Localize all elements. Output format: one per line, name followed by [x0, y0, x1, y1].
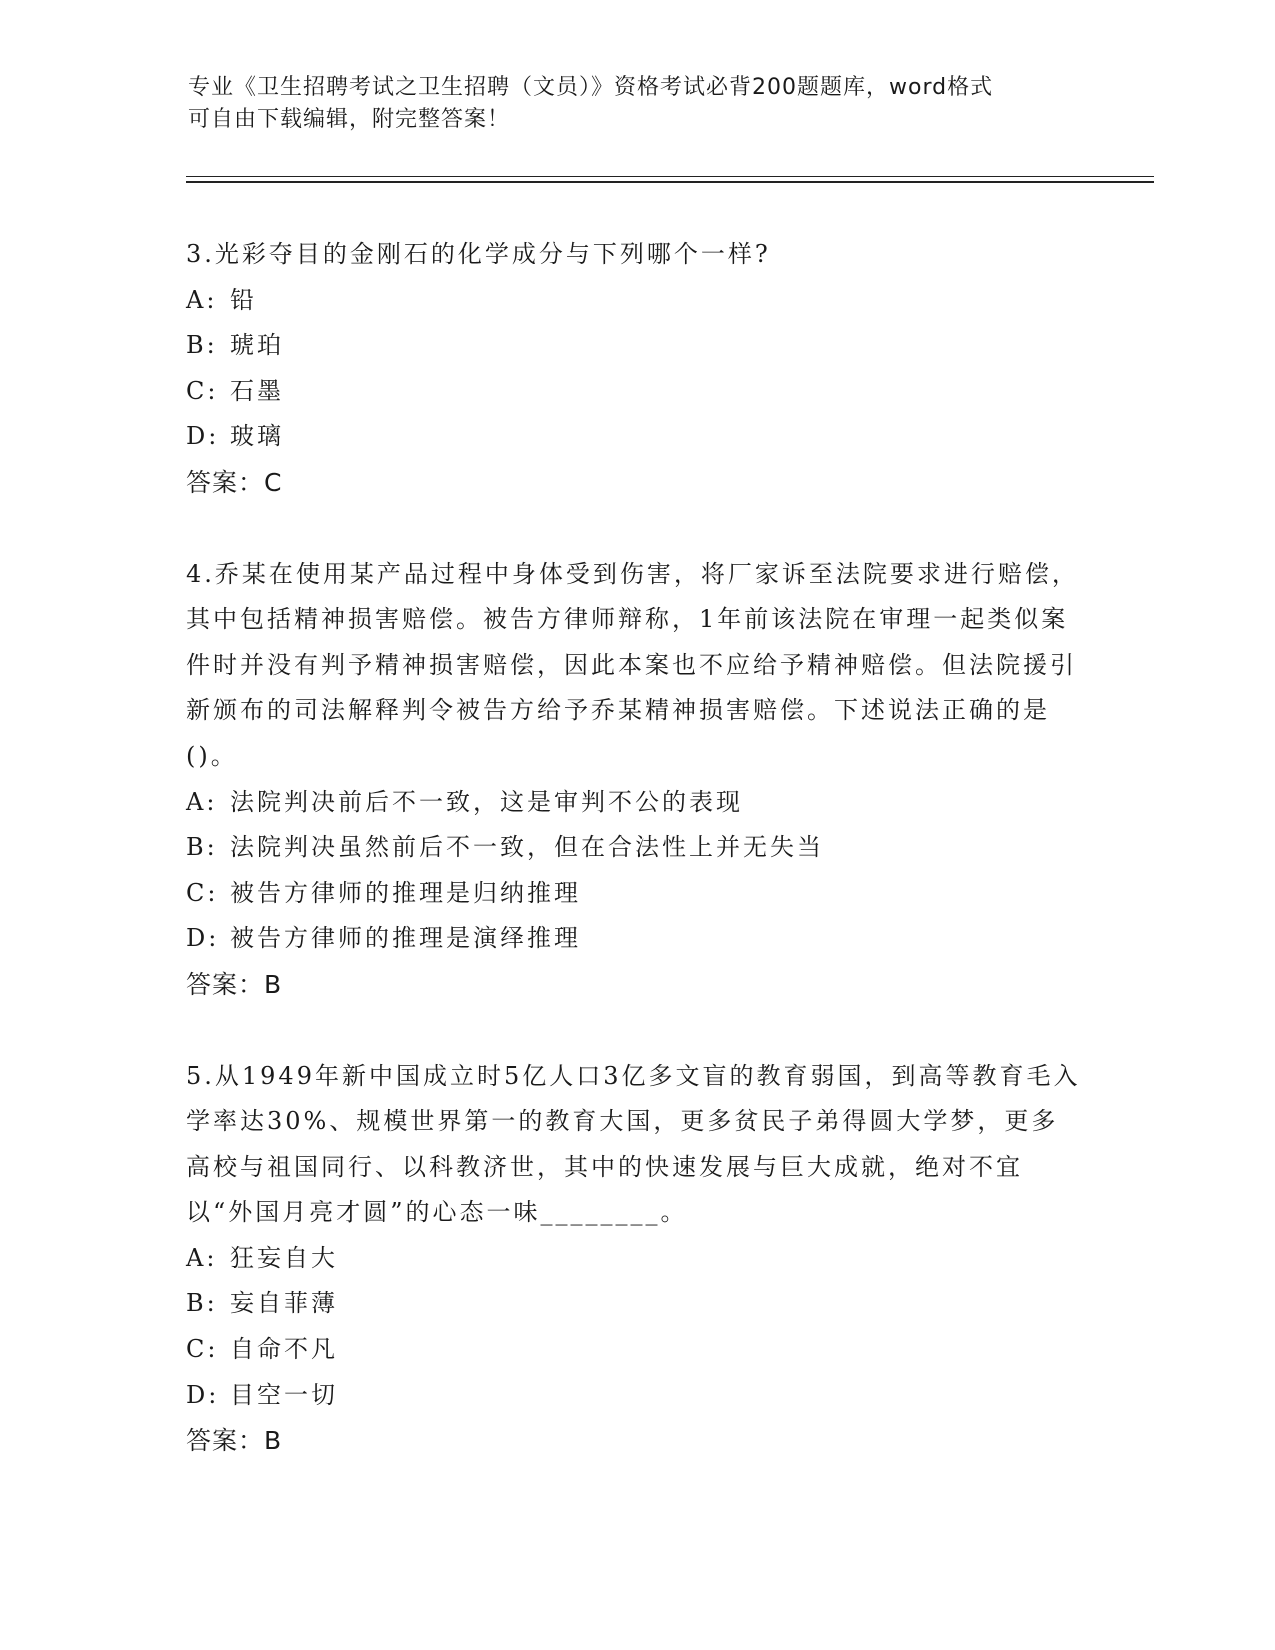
option-text: 琥珀	[230, 331, 284, 360]
option-text: 狂妄自大	[230, 1243, 338, 1272]
option-key: C:	[186, 376, 219, 405]
option-key: D:	[186, 1380, 220, 1409]
option-key: A:	[186, 787, 218, 816]
option-key: D:	[186, 422, 220, 451]
option-text: 目空一切	[230, 1380, 338, 1409]
answer-line: 答案：B	[186, 1426, 283, 1456]
option-d	[186, 916, 1086, 962]
question-text: 4.乔某在使用某产品过程中身体受到伤害，将厂家诉至法院要求进行赔偿，其中包括精神损害赔偿。被告方律师辩称，1年前该法院在审理一起类似案件时并没有判予精神损害赔偿，因此本案也不应给予精神赔偿。但法院援引新颁布的司法解释判令被告方给予乔某精神损害赔偿。下述说法正确的是()。	[186, 559, 1079, 770]
option-d	[186, 414, 1086, 460]
option-c	[186, 369, 1086, 415]
option-a	[186, 1236, 1086, 1282]
option-text: 石墨	[230, 376, 284, 405]
option-text: 法院判决前后不一致，这是审判不公的表现	[230, 787, 743, 816]
answer-line: 答案：C	[186, 467, 283, 497]
option-text: 妄自菲薄	[230, 1289, 338, 1318]
option-key: C:	[186, 1335, 219, 1364]
answer-line: 答案：B	[186, 969, 283, 999]
option-c	[186, 871, 1086, 917]
question-5	[186, 1054, 1086, 1464]
question-text: 5.从1949年新中国成立时5亿人口3亿多文盲的教育弱国，到高等教育毛入学率达30%、规模世界第一的教育大国，更多贫民子弟得圆大学梦，更多高校与祖国同行、以科教济世，其中的快速发展与巨大成就，绝对不宜以“外国月亮才圆”的心态一味________。	[186, 1061, 1081, 1227]
option-text: 被告方律师的推理是归纳推理	[230, 878, 581, 907]
option-key: C:	[186, 878, 219, 907]
header-divider-thick	[186, 181, 1154, 183]
question-3	[186, 232, 1086, 506]
option-b	[186, 1281, 1086, 1327]
question-4	[186, 552, 1086, 1008]
header-line-2: 可自由下载编辑，附完整答案！	[188, 107, 511, 132]
option-key: B:	[186, 1289, 218, 1318]
question-text: 3.光彩夺目的金刚石的化学成分与下列哪个一样?	[186, 240, 771, 268]
option-text: 玻璃	[230, 422, 284, 451]
document-header	[188, 72, 1068, 136]
option-a	[186, 780, 1086, 826]
option-a	[186, 278, 1086, 324]
header-divider-thin	[186, 176, 1154, 177]
header-line-1: 专业《卫生招聘考试之卫生招聘（文员）》资格考试必背200题题库，word格式	[188, 75, 994, 100]
option-key: B:	[186, 833, 218, 862]
option-d	[186, 1373, 1086, 1419]
option-key: A:	[186, 1243, 218, 1272]
option-b	[186, 323, 1086, 369]
option-b	[186, 825, 1086, 871]
option-key: B:	[186, 331, 218, 360]
option-text: 被告方律师的推理是演绎推理	[230, 924, 581, 953]
option-c	[186, 1327, 1086, 1373]
question-list	[186, 232, 1086, 1510]
option-key: A:	[186, 285, 218, 314]
option-key: D:	[186, 924, 220, 953]
option-text: 自命不凡	[230, 1335, 338, 1364]
option-text: 法院判决虽然前后不一致，但在合法性上并无失当	[230, 833, 824, 862]
option-text: 铅	[230, 285, 257, 314]
